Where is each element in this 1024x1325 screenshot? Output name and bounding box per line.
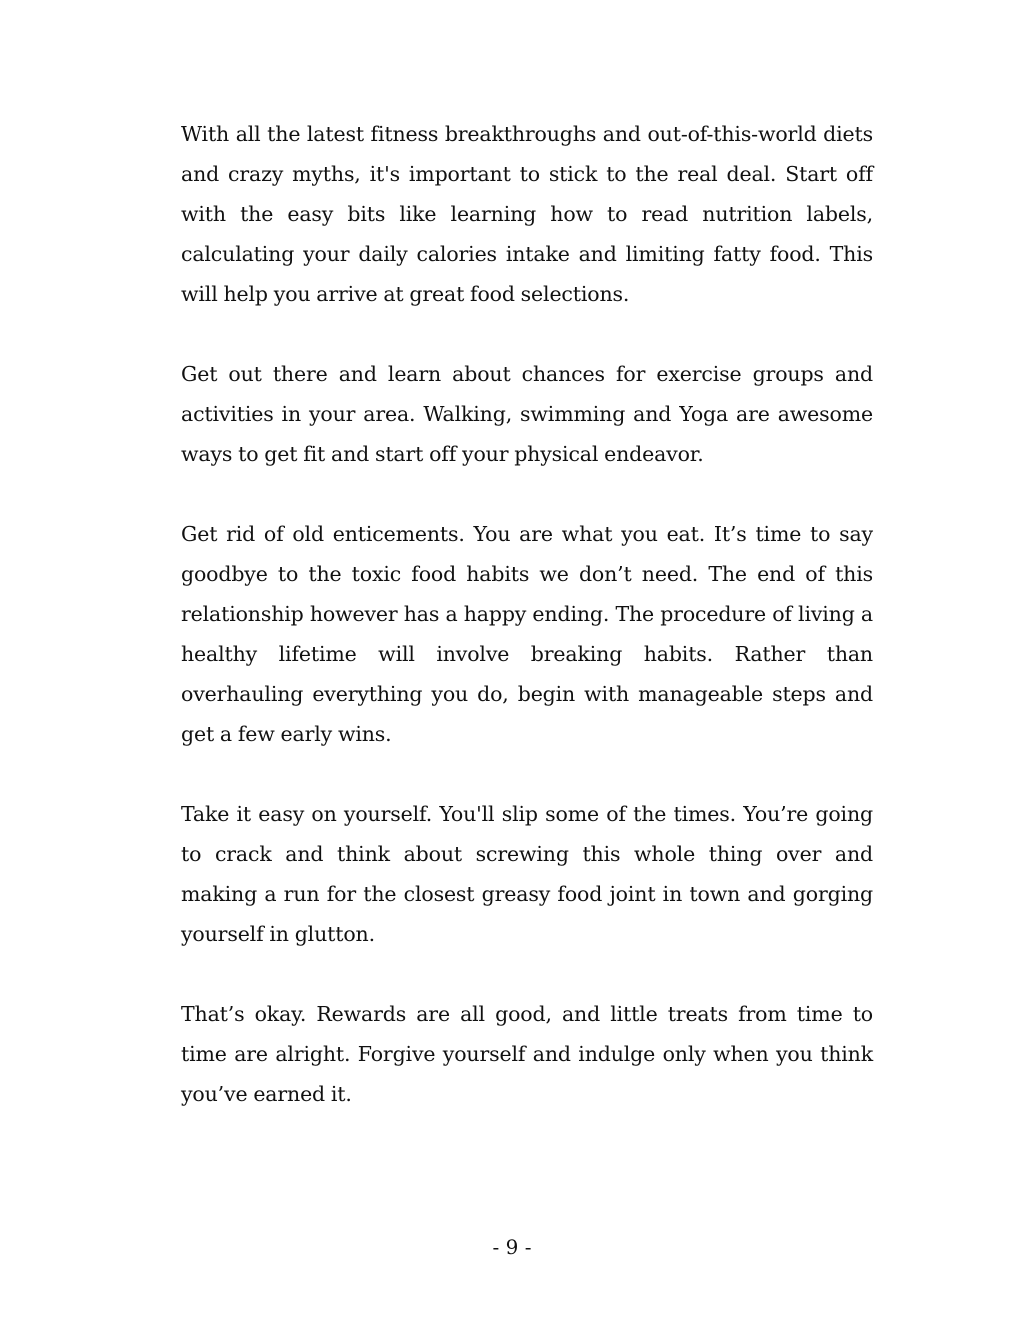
paragraph-1: With all the latest fitness breakthroughs and out-of-this-world diets and crazy myths, it's important to stick to the real deal. Start off with the easy bits like learning how to read nutrition labels, calculating your daily calories intake and limiting fatty food. This will help you arrive at great food selections. — [181, 122, 873, 306]
page-number: - 9 - — [492, 1235, 532, 1259]
body-text — [181, 114, 873, 1154]
paragraph-3: Get rid of old enticements. You are what you eat. It’s time to say goodbye to the toxic food habits we don’t need. The end of this relationship however has a happy ending. The procedure of living a healthy lifetime will involve breaking habits. Rather than overhauling everything you do, begin with manageable steps and get a few early wins. — [181, 522, 873, 746]
paragraph-4: Take it easy on yourself. You'll slip some of the times. You’re going to crack and think about screwing this whole thing over and making a run for the closest greasy food joint in town and gorging yourself in glutton. — [181, 802, 873, 946]
paragraph-5: That’s okay. Rewards are all good, and little treats from time to time are alright. Forgive yourself and indulge only when you think you’ve earned it. — [181, 1002, 873, 1106]
paragraph-2: Get out there and learn about chances for exercise groups and activities in your area. Walking, swimming and Yoga are awesome ways to get fit and start off your physical endeavor. — [181, 362, 873, 466]
